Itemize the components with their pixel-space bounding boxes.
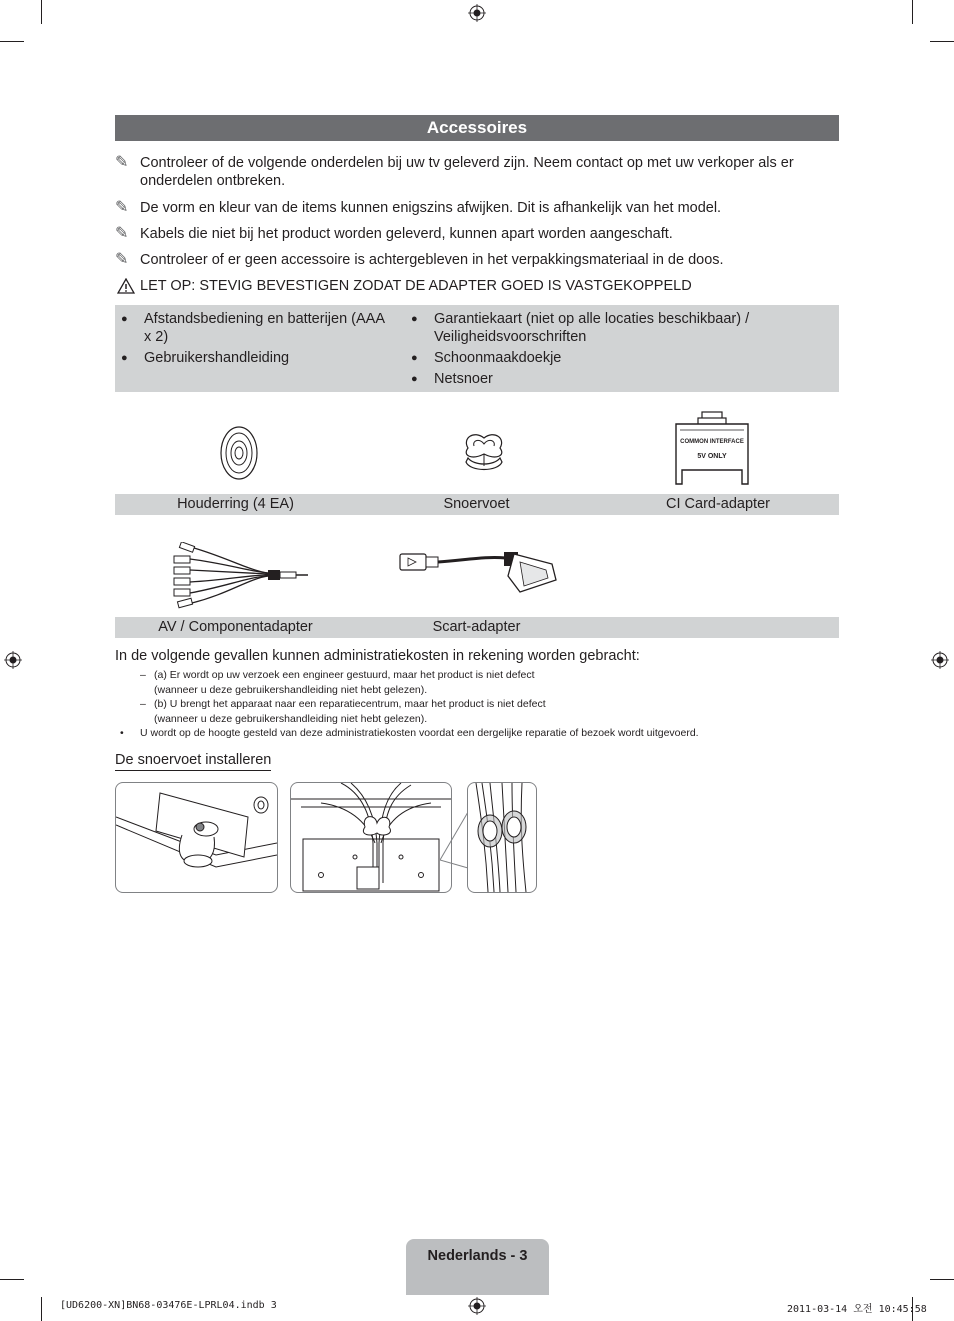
label-ci-card-adapter: CI Card-adapter [666, 496, 770, 512]
accessory-labels-row-2 [115, 617, 839, 638]
callout-lines [440, 810, 470, 870]
ci-card-label-2: 5V ONLY [697, 453, 727, 460]
admin-bullet: • U wordt op de hoogte gesteld van deze administratiekosten voordat een dergelijke reparatie of bezoek wordt uitgevoerd. [120, 727, 699, 739]
registration-mark-bottom [468, 1297, 486, 1315]
note-3: ✎ Kabels die niet bij het product worden geleverd, kunnen apart worden aangeschaft. [115, 225, 673, 242]
list-item: ● Netsnoer [411, 371, 493, 387]
note-4: ✎ Controleer of er geen accessoire is achtergebleven in het verpakkingsmateriaal in de doos. [115, 251, 724, 268]
pencil-icon: ✎ [115, 154, 129, 171]
list-item: ● Afstandsbediening en batterijen (AAA x 2) [121, 311, 385, 345]
install-heading: De snoervoet installeren [115, 752, 271, 771]
admin-item-a: – (a) Er wordt op uw verzoek een engineer gestuurd, maar het product is niet defect (wanneer u deze gebruikershandleiding niet hebt gelezen). [140, 669, 535, 696]
label-cable-holder: Snoervoet [443, 496, 510, 512]
note-2: ✎ De vorm en kleur van de items kunnen enigszins afwijken. Dit is afhankelijk van het model. [115, 199, 722, 216]
warning-text: LET OP: STEVIG BEVESTIGEN ZODAT DE ADAPTER GOED IS VASTGEKOPPELD [140, 278, 692, 294]
av-component-adapter-image [168, 542, 310, 612]
included-right-list [405, 310, 785, 391]
admin-cost-intro: In de volgende gevallen kunnen administratiekosten in rekening worden gebracht: [115, 648, 640, 664]
pencil-icon: ✎ [115, 225, 129, 242]
included-left-list [115, 310, 385, 370]
warning-icon [117, 278, 135, 294]
install-step-1-image [115, 782, 278, 893]
list-item: ● Gebruikershandleiding [121, 350, 290, 366]
accessory-labels-row-1 [115, 494, 839, 515]
registration-mark-top [468, 4, 486, 22]
footer-timestamp: 2011-03-14 오전 10:45:58 [787, 1304, 927, 1315]
label-holder-ring: Houderring (4 EA) [177, 496, 294, 512]
admin-item-b: – (b) U brengt het apparaat naar een reparatiecentrum, maar het product is niet defect (wanneer u deze gebruikershandleiding niet hebt gelezen). [140, 698, 546, 725]
registration-mark-right [931, 651, 949, 669]
ci-card-adapter-image [672, 410, 752, 486]
label-scart-adapter: Scart-adapter [432, 619, 521, 635]
registration-mark-left [4, 651, 22, 669]
holder-ring-image [218, 425, 260, 481]
section-title: Accessoires [115, 115, 839, 141]
cable-holder-image [460, 428, 508, 476]
list-item: ● Garantiekaart (niet op alle locaties beschikbaar) / Veiligheidsvoorschriften [411, 311, 750, 345]
footer-file-info: [UD6200-XN]BN68-03476E-LPRL04.indb 3 [60, 1300, 277, 1311]
scart-adapter-image [396, 546, 558, 598]
note-1: ✎ Controleer of de volgende onderdelen bij uw tv geleverd zijn. Neem contact op met uw verkoper als er onderdelen ontbreken. [115, 154, 794, 189]
pencil-icon: ✎ [115, 199, 129, 216]
list-item: ● Schoonmaakdoekje [411, 350, 562, 366]
ci-card-label-1: COMMON INTERFACE [680, 439, 744, 445]
label-av-component-adapter: AV / Componentadapter [158, 619, 313, 635]
included-items-box [115, 305, 839, 392]
page-number-tab: Nederlands - 3 [406, 1239, 549, 1295]
install-step-2-image [290, 782, 452, 893]
install-step-3-image [467, 782, 537, 893]
pencil-icon: ✎ [115, 251, 129, 268]
